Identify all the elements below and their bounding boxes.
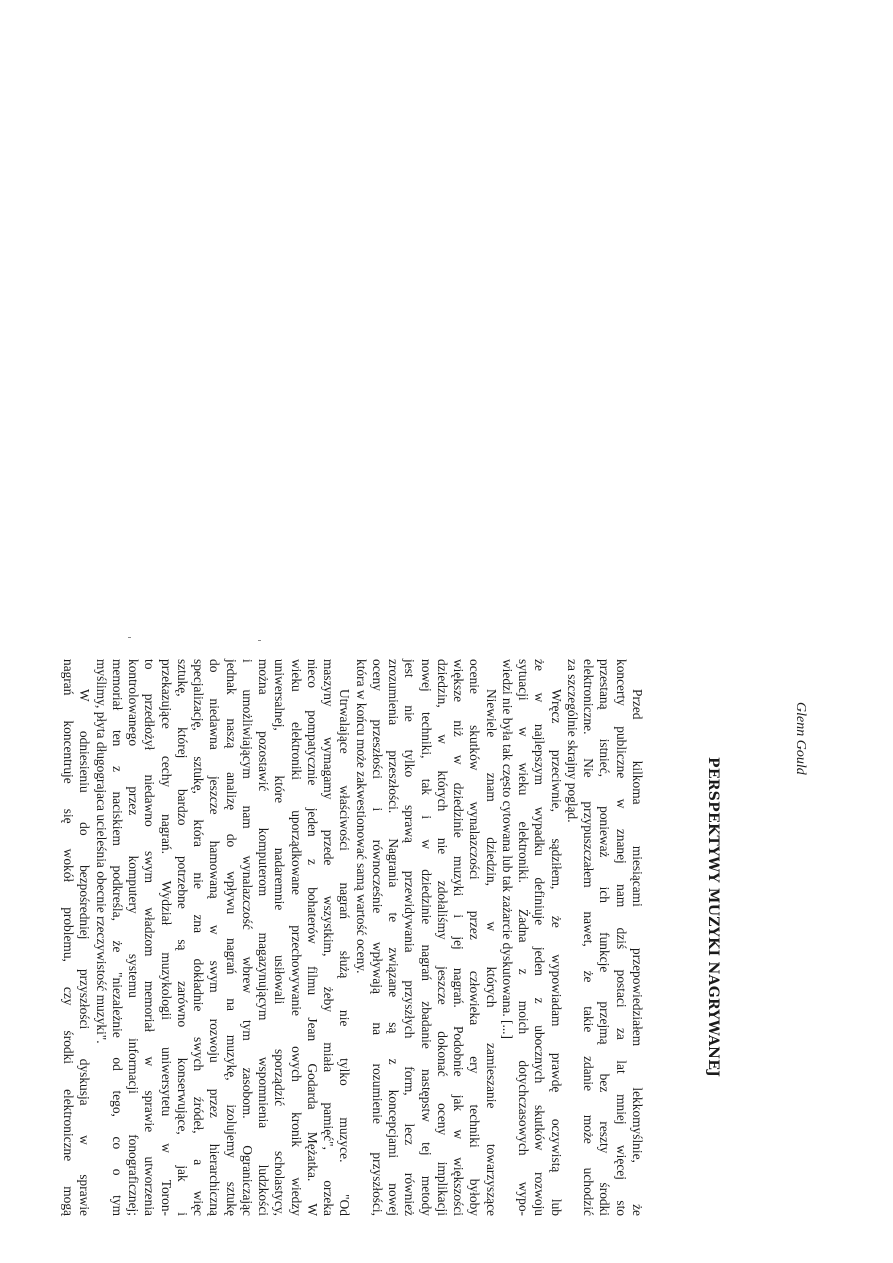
text-line: kontrolowanego przez komputery systemu informacji fonograficznej; [126,659,142,1216]
text-line: jednak naszą analizę do wpływu nagrań na muzykę, izolujemy sztukę [223,659,239,1216]
text-line: sztukę, której bardzo potrzebne są zarówno konserwujące, jak i [175,659,190,1216]
text-line: Przed kilkoma miesiącami przepowiedziałem lekkomyślnie, że [630,689,645,1216]
text-line: nagrań koncentruje się wokół problemu, czy środki elektroniczne mogą [61,659,77,1216]
text-line: która w końcu może zakwestionować samą wartość oceny. [353,659,369,974]
text-line: elektroniczne. Nie przypuszczałem nawet, że takie zdanie może uchodzić [581,659,597,1216]
text-line: nieco pompatycznie jeden z bohaterów filmu Jean Godarda Mężatka. W [305,659,320,1216]
text-line: zrozumienia przeszłości. Nagrania te związane są z koncepcjami nowej [386,659,402,1216]
text-line: oceny przeszłości i równocześnie wpływają na rozumienie przyszłości, [370,659,385,1216]
text-line: przekazujące cechy nagrań. Wydział muzykologii uniwersytetu w Toron- [158,659,174,1216]
text-line: maszyny wymagamy przede wszystkim, żeby miała pamięć", orzeka [321,659,337,1216]
text-line: Wręcz przeciwnie, sądziłem, że wypowiadam prawdę oczywistą lub [548,689,564,1216]
text-line: i umożliwiającym nam wynalazczość wbrew tym zasobom. Ograniczając [240,659,255,1216]
text-line: nowej techniki, tak i w dziedzinie nagrań zbadanie następstw tej metody [418,659,434,1216]
text-line: Niewiele znam dziedzin, w których zamieszanie towarzyszące [483,689,499,1216]
text-line: ocenie skutków wynalazczości przez człowieka ery techniki byłoby [467,659,483,1216]
article-title: PERSPEKTYWY MUZYKI NAGRYWANEJ [705,757,721,1078]
text-line: sytuacji w wieku elektroniki. Żadna z moich dotychczasowych wypo- [516,659,532,1216]
scan-speck [258,640,261,641]
text-line: myślimy, płyta długograjaca ucieleśnia obecnie rzeczywistość muzyki". [93,659,109,1044]
rotated-document-page [40,655,820,1220]
text-line: jest nie tylko sprawą przewidywania przyszłych form, lecz również [402,659,418,1216]
text-line: specjalizację, sztukę, która nie zna dokładnie swych źródeł, a więc [191,659,207,1216]
scan-speck [128,637,131,638]
text-line: przestaną istnieć, ponieważ ich funkcje przejmą bez reszty środki [597,659,613,1216]
text-line: wieku elektroniki uporządkowane przechowywanie owych kronik wiedzy [288,659,304,1216]
text-line: uniwersalnej, które nadaremnie usiłowali sporządzić scholastycy, [272,659,288,1216]
text-line: można pozostawić komputerom magazynującym wspomnienia ludzkości [256,659,272,1216]
text-line: za szczególnie skrajny pogląd. [565,659,580,823]
text-line: to przedłożył niedawno swym władzom memoriał w sprawie utworzenia [142,659,158,1216]
text-line: większe niż w dziedzinie muzyki i jej nagrań. Podobnie jak w większości [451,659,467,1216]
text-line: W odniesieniu do bezpośredniej przyszłości dyskusja w sprawie [77,689,93,1216]
text-line: memoriał ten z naciskiem podkreśla, że "niezależnie od tego, co o tym [110,659,125,1216]
text-line: że w najlepszym wypadku definiuje jeden z ubocznych skutków rozwoju [532,659,548,1216]
text-line: wiedzi nie była tak często cytowana lub tak zażarcie dyskutowana. [...] [500,659,515,1039]
article-body [60,659,645,1216]
text-line: koncerty publiczne w znanej nam dziś postaci za lat mniej więcej sto [613,659,629,1216]
author-name: Glenn Gould [793,702,808,775]
text-line: dziedzin, w których nie zdołaliśmy jeszcze dokonać oceny implikacji [435,659,450,1216]
text-line: Utrwalające właściwości nagrań służą nie tylko muzyce. "Od [337,689,353,1216]
text-line: do niedawna jeszcze hamowaną w swym rozwoju przez hierarchiczną [207,659,223,1216]
